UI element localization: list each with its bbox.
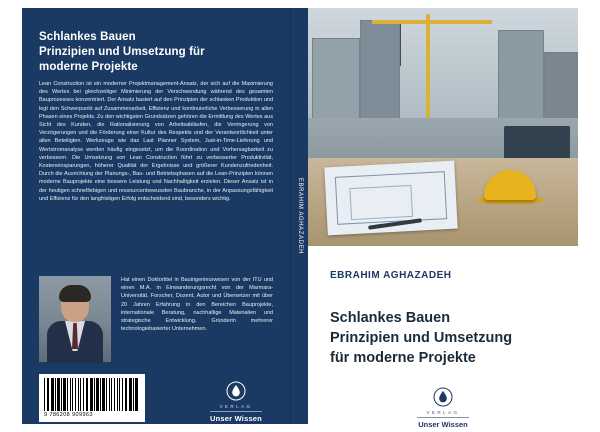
publisher-name: Unser Wissen bbox=[210, 414, 262, 423]
front-cover-publisher-logo bbox=[407, 386, 479, 429]
front-cover-panel bbox=[308, 8, 578, 429]
photo-crane-jib bbox=[372, 20, 492, 24]
barcode-bars bbox=[44, 378, 140, 411]
barcode bbox=[39, 374, 145, 422]
photo-hair bbox=[59, 285, 91, 302]
back-cover-panel bbox=[22, 8, 290, 424]
author-photo bbox=[39, 276, 111, 362]
front-cover-title-line-2: Prinzipien und Umsetzung bbox=[330, 330, 513, 346]
front-cover-title bbox=[330, 308, 558, 368]
back-cover-title bbox=[39, 30, 271, 75]
back-cover-title-line-1: Schlankes Bauen bbox=[39, 31, 136, 43]
back-cover-title-line-3: moderne Projekte bbox=[39, 61, 138, 73]
front-cover-title-line-3: für moderne Projekte bbox=[330, 350, 476, 366]
author-bio: Hat einen Doktortitel in Bauingenieurwesen von der ITU und einen M.A. in Einwanderungsrecht von der Marmara-Universität. Forscher, Dozent, Autor und Übersetzer mit über 20 Jahren Erfahrung in den Bereichen Bauprojekte, internationale Beratung, nachhaltige Materialien und strategische Entwicklung. Gründerin mehrerer technologiebasierter Unternehmen. bbox=[121, 277, 273, 333]
publisher-word: VERLAG bbox=[219, 404, 253, 409]
publisher-word: VERLAG bbox=[426, 410, 460, 415]
spine-panel bbox=[290, 8, 310, 424]
back-cover-blurb: Lean Construction ist ein moderner Projektmanagement-Ansatz, der sich auf die Maximierung des Wertes bei gleichzeitiger Minimierung der Verschwendung während des gesamten Bauprozesses konzentriert. Der Ansatz basiert auf den Prinzipien der schlanken Produktion und legt den Schwerpunkt auf Zusammenarbeit, Effizienz und kontinuierliche Verbesserung in allen Phasen eines Projekts. Zu den wichtigsten Grundsätzen gehören die Ermittlung des Wertes aus Sicht des Kunden, die Rationalisierung von Arbeitsabläufen, die Verringerung von Verzögerungen und die Förderung einer Kultur des Respekts und der Verantwortlichkeit unter allen Beteiligten. Werkzeuge wie das Last Planner System, Just-in-Time-Lieferung und Wertstromanalyse werden häufig eingesetzt, um die Koordination und Vorhersagbarkeit zu verbessern. Die Umsetzung von Lean Construction führt zu verbesserter Produktivität, Kosteneinsparungen, höherer Qualität der Ergebnisse und größerer Kundenzufriedenheit. Durch die Ausrichtung der Planungs-, Bau- und Betriebsphasen auf die Lean-Prinzipien können moderne Bauprojekte eine bessere Leistung und Nachhaltigkeit erzielen. Dieser Ansatz ist in der heutigen schnelllebigen und ressourcenbewussten Baubranche, in der Anpassungsfähigkeit und Effizienz für den langfristigen Erfolg entscheidend sind, besonders wichtig. bbox=[39, 81, 273, 202]
water-drop-icon bbox=[433, 386, 453, 408]
logo-divider bbox=[210, 411, 262, 412]
barcode-number: 9 786208 909963 bbox=[44, 412, 93, 418]
photo-crane-cable bbox=[400, 24, 401, 66]
back-cover-publisher-logo bbox=[200, 380, 272, 423]
water-drop-icon bbox=[226, 380, 246, 402]
spine-author: EBRAHIM AGHAZADEH bbox=[297, 177, 303, 255]
cover-photo bbox=[308, 8, 578, 246]
publisher-name: Unser Wissen bbox=[418, 420, 468, 429]
front-cover-author: EBRAHIM AGHAZADEH bbox=[330, 270, 452, 281]
front-cover-title-line-1: Schlankes Bauen bbox=[330, 310, 451, 326]
back-cover-title-line-2: Prinzipien und Umsetzung für bbox=[39, 46, 205, 58]
photo-crane-mast bbox=[426, 14, 430, 126]
logo-divider bbox=[417, 417, 469, 418]
